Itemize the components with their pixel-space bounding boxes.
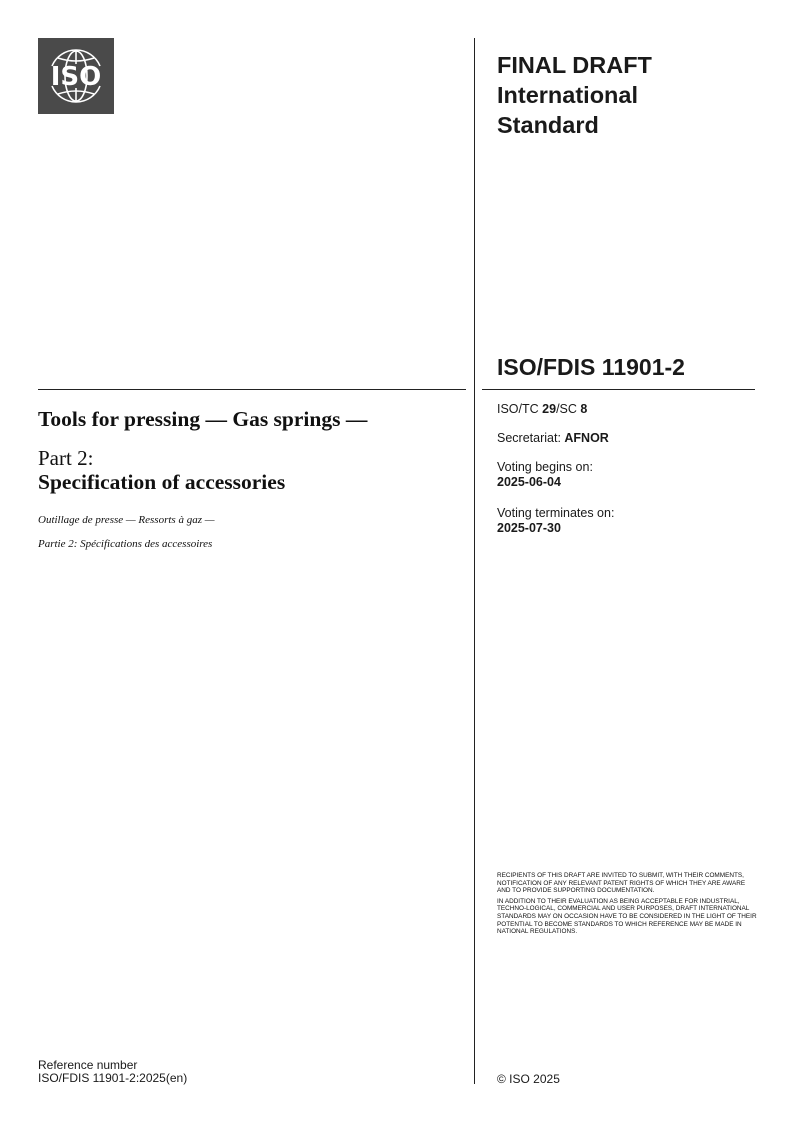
iso-globe-logo-icon (38, 38, 114, 114)
reference-value: ISO/FDIS 11901-2:2025(en) (38, 1071, 188, 1085)
iso-logo (38, 38, 114, 114)
voting-terminates-date: 2025-07-30 (497, 521, 561, 535)
horizontal-divider-right (482, 389, 755, 390)
horizontal-divider-left (38, 389, 466, 390)
draft-line-3: Standard (497, 112, 599, 138)
voting-begins (497, 460, 593, 490)
voting-terminates-label: Voting terminates on: (497, 506, 615, 520)
notice-paragraph-1: RECIPIENTS OF THIS DRAFT ARE INVITED TO SUBMIT, WITH THEIR COMMENTS, NOTIFICATION OF ANY RELEVANT PATENT RIGHTS OF WHICH THEY ARE AWARE AND TO PROVIDE SUPPORTING DOCUMENTATION. (497, 872, 746, 895)
voting-begins-label: Voting begins on: (497, 460, 593, 474)
secretariat-label: Secretariat: (497, 431, 565, 445)
draft-line-2: International (497, 82, 639, 108)
secretariat-value: AFNOR (564, 431, 609, 445)
copyright: © ISO 2025 (497, 1072, 560, 1086)
committee-line (497, 402, 587, 417)
draft-line-1: FINAL DRAFT (497, 52, 652, 78)
voting-terminates (497, 506, 614, 536)
title-subtitle: Specification of accessories (38, 470, 286, 494)
draft-status-heading (497, 50, 757, 140)
document-number: ISO/FDIS 11901-2 (497, 354, 685, 380)
title-main: Tools for pressing — Gas springs — (38, 407, 368, 431)
vertical-divider (474, 38, 475, 1084)
logo-text: ISO (50, 62, 102, 92)
reference-label: Reference number (38, 1058, 138, 1072)
reference-number (38, 1059, 187, 1085)
notice-paragraph-2: IN ADDITION TO THEIR EVALUATION AS BEING ACCEPTABLE FOR INDUSTRIAL, TECHNO-LOGICAL, COMMERCIAL AND USER PURPOSES, DRAFT INTERNATIONAL STANDARDS MAY ON OCCASION HAVE TO BE CONSIDERED IN THE LIGHT OF THEIR POTENTIAL TO BECOME STANDARDS TO WHICH REFERENCE MAY BE MADE IN NATIONAL REGULATIONS. (497, 897, 757, 936)
draft-notice (497, 872, 757, 936)
title-part: Part 2: (38, 446, 94, 470)
french-title-line-2: Partie 2: Spécifications des accessoires (38, 538, 213, 550)
tc-prefix: ISO/TC (497, 402, 543, 416)
secretariat-line (497, 431, 609, 446)
french-title-line-1: Outillage de presse — Ressorts à gaz — (38, 514, 215, 526)
tc-number: 29 (542, 402, 557, 416)
sc-prefix: /SC (556, 402, 581, 416)
voting-begins-date: 2025-06-04 (497, 475, 561, 489)
sc-number: 8 (580, 402, 588, 416)
